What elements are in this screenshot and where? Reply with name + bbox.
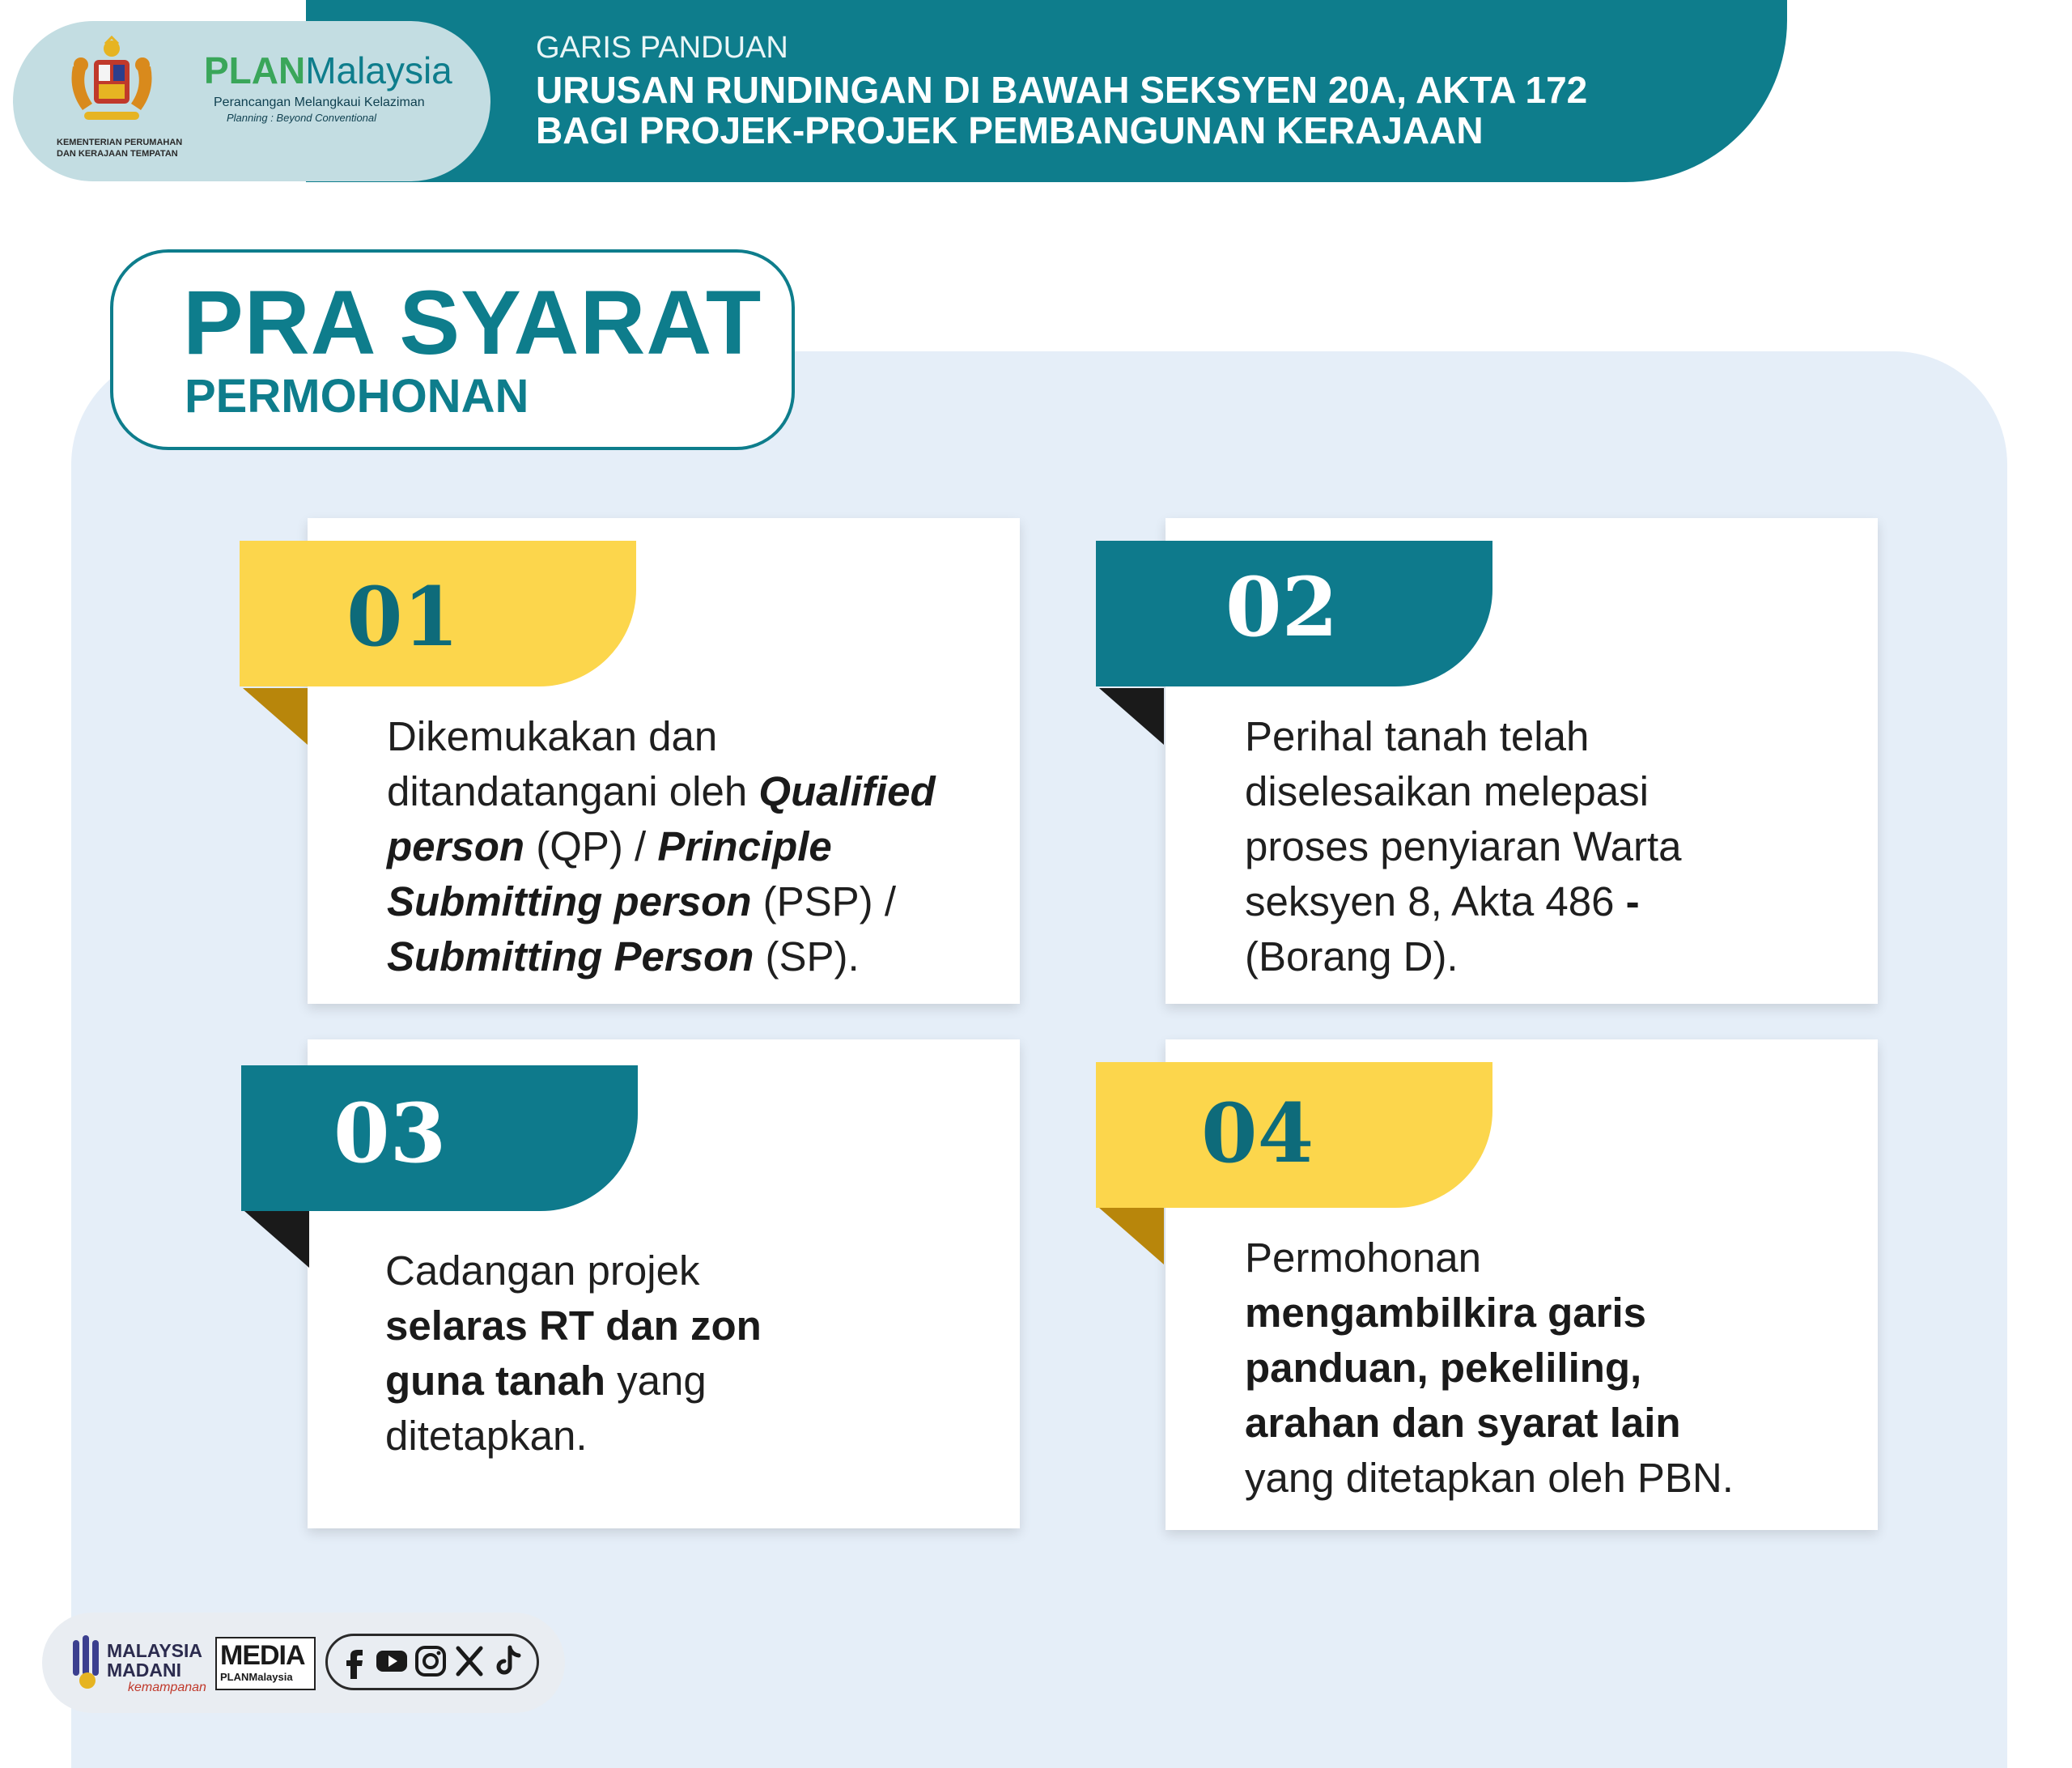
card-02-number: 02 (1225, 559, 1339, 655)
card-01-fold (243, 688, 308, 745)
card-01-line: (QP) / (524, 823, 658, 869)
card-01-emphasis: Submitting Person (387, 933, 754, 980)
card-01-emphasis: Qualified (758, 768, 936, 814)
header-title-line2: BAGI PROJEK-PROJEK PEMBANGUNAN KERAJAAN (536, 109, 1484, 151)
instagram-icon[interactable] (413, 1643, 448, 1679)
card-03-emphasis: selaras RT dan zon (385, 1303, 762, 1349)
media-line2: PLANMalaysia (220, 1671, 293, 1683)
header-title-line1: URUSAN RUNDINGAN DI BAWAH SEKSYEN 20A, AKTA 172 (536, 69, 1588, 111)
card-04-emphasis: panduan, pekeliling, (1245, 1345, 1642, 1391)
card-01-emphasis: Principle (657, 823, 832, 869)
header-label: GARIS PANDUAN (536, 31, 788, 65)
card-04-emphasis: arahan dan syarat lain (1245, 1400, 1681, 1446)
card-02-line: seksyen 8, Akta 486 (1245, 878, 1626, 924)
facebook-icon[interactable] (337, 1643, 372, 1679)
card-03-number: 03 (333, 1086, 447, 1181)
card-01-line: (SP). (754, 933, 860, 980)
card-01-number: 01 (346, 569, 460, 665)
madani-line2: MADANI (107, 1660, 181, 1681)
card-04-fold (1099, 1208, 1164, 1264)
media-line1: MEDIA (220, 1640, 305, 1671)
card-02-line: (Borang D). (1245, 933, 1458, 980)
ministry-name: KEMENTERIAN PERUMAHAN DAN KERAJAAN TEMPATAN (57, 138, 183, 159)
section-title: PRA SYARAT (183, 272, 762, 373)
card-02-line: diselesaikan melepasi (1245, 768, 1649, 814)
card-02-dash: - (1625, 878, 1640, 924)
card-01-line: Dikemukakan dan (387, 713, 718, 759)
card-04-number: 04 (1201, 1086, 1314, 1181)
card-02-line: proses penyiaran Warta (1245, 823, 1682, 869)
card-04-line: Permohonan (1245, 1235, 1482, 1281)
madani-line1: MALAYSIA (107, 1640, 202, 1661)
card-02-fold (1099, 688, 1164, 745)
card-04-emphasis: mengambilkira garis (1245, 1290, 1647, 1336)
card-03-line: yang (605, 1358, 707, 1404)
card-01-line: ditandatangani oleh (387, 768, 759, 814)
x-icon[interactable] (452, 1643, 487, 1679)
card-04-line: yang ditetapkan oleh PBN. (1245, 1455, 1734, 1501)
brand-plan: PLAN (204, 49, 306, 91)
card-03-emphasis: guna tanah (385, 1358, 606, 1404)
card-01-text (387, 709, 1002, 984)
card-01-line: (PSP) / (751, 878, 897, 924)
card-01-emphasis: Submitting person (387, 878, 752, 924)
youtube-icon[interactable] (374, 1643, 410, 1679)
malaysia-madani-logo-icon (68, 1634, 107, 1692)
planmalaysia-logo (204, 49, 452, 92)
tiktok-icon[interactable] (490, 1643, 526, 1679)
brand-tagline-en: Planning : Beyond Conventional (227, 112, 377, 124)
brand-tagline: Perancangan Melangkaui Kelaziman (214, 96, 425, 109)
madani-line3: kemampanan (128, 1681, 206, 1694)
section-subtitle: PERMOHONAN (185, 370, 529, 423)
card-03-line: ditetapkan. (385, 1413, 588, 1459)
brand-malaysia: Malaysia (305, 49, 452, 91)
card-02-text (1245, 709, 1860, 984)
card-03-line: Cadangan projek (385, 1247, 700, 1294)
card-02-line: Perihal tanah telah (1245, 713, 1590, 759)
card-03-text (385, 1243, 1000, 1464)
card-03-fold (244, 1211, 309, 1268)
malaysia-crest-icon (63, 34, 160, 131)
card-01-emphasis: person (387, 823, 525, 869)
card-04-text (1245, 1230, 1860, 1506)
